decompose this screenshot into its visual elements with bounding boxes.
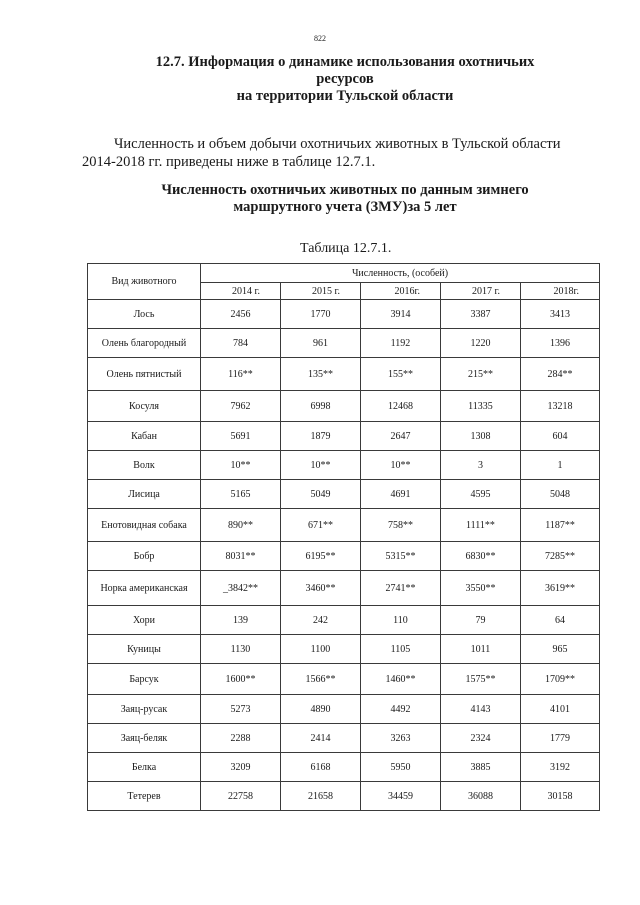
population-value-cell: 284** [521, 358, 600, 391]
population-value-cell: 139 [201, 606, 281, 635]
section-title [110, 54, 580, 105]
population-value-cell: 1308 [441, 422, 521, 451]
population-value-cell: 2414 [281, 724, 361, 753]
species-name-cell: Барсук [88, 664, 201, 695]
population-group-header: Численность, (особей) [201, 264, 600, 283]
year-header: 2014 г. [201, 283, 281, 300]
population-value-cell: 3 [441, 451, 521, 480]
population-value-cell: 4890 [281, 695, 361, 724]
table-caption: Таблица 12.7.1. [300, 241, 392, 256]
species-name-cell: Хори [88, 606, 201, 635]
species-name-cell: Енотовидная собака [88, 509, 201, 542]
species-name-cell: Олень благородный [88, 329, 201, 358]
population-value-cell: 1220 [441, 329, 521, 358]
population-value-cell: 3263 [361, 724, 441, 753]
species-name-cell: Белка [88, 753, 201, 782]
population-value-cell: 5049 [281, 480, 361, 509]
intro-line-1: Численность и объем добычи охотничьих животных в Тульской области [114, 136, 561, 152]
table-row [88, 542, 600, 571]
population-value-cell: 7285** [521, 542, 600, 571]
population-value-cell: 3914 [361, 300, 441, 329]
population-value-cell: 4492 [361, 695, 441, 724]
year-header: 2018г. [521, 283, 600, 300]
table-heading [110, 182, 580, 216]
population-value-cell: 3413 [521, 300, 600, 329]
species-column-header: Вид животного [88, 264, 201, 300]
intro-paragraph [82, 135, 592, 171]
species-name-cell: Волк [88, 451, 201, 480]
population-value-cell: 1130 [201, 635, 281, 664]
population-value-cell: 242 [281, 606, 361, 635]
population-value-cell: 1187** [521, 509, 600, 542]
population-value-cell: 4595 [441, 480, 521, 509]
population-value-cell: 784 [201, 329, 281, 358]
species-name-cell: Кабан [88, 422, 201, 451]
species-name-cell: Косуля [88, 391, 201, 422]
population-value-cell: 1192 [361, 329, 441, 358]
table-row [88, 422, 600, 451]
species-name-cell: Тетерев [88, 782, 201, 811]
table-row [88, 480, 600, 509]
table-row [88, 664, 600, 695]
table-row [88, 509, 600, 542]
population-value-cell: 10** [201, 451, 281, 480]
table-row [88, 635, 600, 664]
population-value-cell: 6195** [281, 542, 361, 571]
population-value-cell: 3885 [441, 753, 521, 782]
population-value-cell: 2288 [201, 724, 281, 753]
population-value-cell: 604 [521, 422, 600, 451]
population-value-cell: 1779 [521, 724, 600, 753]
population-value-cell: 4691 [361, 480, 441, 509]
table-row [88, 329, 600, 358]
population-value-cell: 64 [521, 606, 600, 635]
population-value-cell: 10** [281, 451, 361, 480]
population-value-cell: _3842** [201, 571, 281, 606]
table-row [88, 358, 600, 391]
population-value-cell: 155** [361, 358, 441, 391]
table-row [88, 606, 600, 635]
population-value-cell: 2456 [201, 300, 281, 329]
population-value-cell: 2324 [441, 724, 521, 753]
population-value-cell: 110 [361, 606, 441, 635]
population-value-cell: 4101 [521, 695, 600, 724]
population-value-cell: 1879 [281, 422, 361, 451]
table-header-row [88, 264, 600, 283]
population-value-cell: 3192 [521, 753, 600, 782]
species-name-cell: Бобр [88, 542, 201, 571]
species-name-cell: Норка американская [88, 571, 201, 606]
population-value-cell: 1396 [521, 329, 600, 358]
population-value-cell: 1566** [281, 664, 361, 695]
population-value-cell: 5691 [201, 422, 281, 451]
population-value-cell: 3550** [441, 571, 521, 606]
population-value-cell: 1600** [201, 664, 281, 695]
population-value-cell: 3387 [441, 300, 521, 329]
population-value-cell: 30158 [521, 782, 600, 811]
species-name-cell: Олень пятнистый [88, 358, 201, 391]
population-value-cell: 11335 [441, 391, 521, 422]
intro-line-2: 2014-2018 гг. приведены ниже в таблице 12.7.1. [82, 154, 376, 170]
population-value-cell: 3209 [201, 753, 281, 782]
population-value-cell: 5950 [361, 753, 441, 782]
population-value-cell: 3619** [521, 571, 600, 606]
species-name-cell: Заяц-русак [88, 695, 201, 724]
population-value-cell: 34459 [361, 782, 441, 811]
population-value-cell: 79 [441, 606, 521, 635]
year-header: 2015 г. [281, 283, 361, 300]
population-value-cell: 22758 [201, 782, 281, 811]
population-value-cell: 6168 [281, 753, 361, 782]
population-value-cell: 890** [201, 509, 281, 542]
table-row [88, 571, 600, 606]
page-number: 822 [314, 34, 326, 43]
table-row [88, 753, 600, 782]
population-value-cell: 5315** [361, 542, 441, 571]
population-value-cell: 1460** [361, 664, 441, 695]
table-row [88, 782, 600, 811]
population-value-cell: 1770 [281, 300, 361, 329]
population-value-cell: 1 [521, 451, 600, 480]
population-value-cell: 5048 [521, 480, 600, 509]
population-value-cell: 36088 [441, 782, 521, 811]
species-name-cell: Заяц-беляк [88, 724, 201, 753]
population-value-cell: 1011 [441, 635, 521, 664]
section-title-line-2: ресурсов [316, 71, 374, 87]
table-heading-line-2: маршрутного учета (ЗМУ)за 5 лет [233, 199, 457, 215]
table-row [88, 451, 600, 480]
population-value-cell: 671** [281, 509, 361, 542]
population-value-cell: 5273 [201, 695, 281, 724]
species-name-cell: Лось [88, 300, 201, 329]
table-row [88, 695, 600, 724]
population-value-cell: 1575** [441, 664, 521, 695]
population-value-cell: 10** [361, 451, 441, 480]
population-value-cell: 6998 [281, 391, 361, 422]
population-value-cell: 758** [361, 509, 441, 542]
population-value-cell: 1111** [441, 509, 521, 542]
population-value-cell: 116** [201, 358, 281, 391]
population-value-cell: 12468 [361, 391, 441, 422]
population-value-cell: 21658 [281, 782, 361, 811]
population-value-cell: 961 [281, 329, 361, 358]
population-value-cell: 13218 [521, 391, 600, 422]
year-header: 2017 г. [441, 283, 521, 300]
population-value-cell: 7962 [201, 391, 281, 422]
section-title-line-1: 12.7. Информация о динамике использования охотничьих [155, 54, 535, 70]
population-value-cell: 3460** [281, 571, 361, 606]
species-name-cell: Куницы [88, 635, 201, 664]
population-value-cell: 4143 [441, 695, 521, 724]
table-row [88, 391, 600, 422]
table-body [88, 300, 600, 811]
population-value-cell: 2647 [361, 422, 441, 451]
table-row [88, 300, 600, 329]
table-row [88, 724, 600, 753]
population-value-cell: 6830** [441, 542, 521, 571]
population-value-cell: 8031** [201, 542, 281, 571]
section-title-line-3: на территории Тульской области [236, 88, 454, 104]
species-name-cell: Лисица [88, 480, 201, 509]
population-value-cell: 965 [521, 635, 600, 664]
population-value-cell: 1709** [521, 664, 600, 695]
year-header: 2016г. [361, 283, 441, 300]
table-heading-line-1: Численность охотничьих животных по данным зимнего [161, 182, 529, 198]
population-value-cell: 2741** [361, 571, 441, 606]
population-value-cell: 1105 [361, 635, 441, 664]
population-value-cell: 135** [281, 358, 361, 391]
population-value-cell: 5165 [201, 480, 281, 509]
population-value-cell: 215** [441, 358, 521, 391]
population-value-cell: 1100 [281, 635, 361, 664]
population-table [87, 263, 600, 811]
